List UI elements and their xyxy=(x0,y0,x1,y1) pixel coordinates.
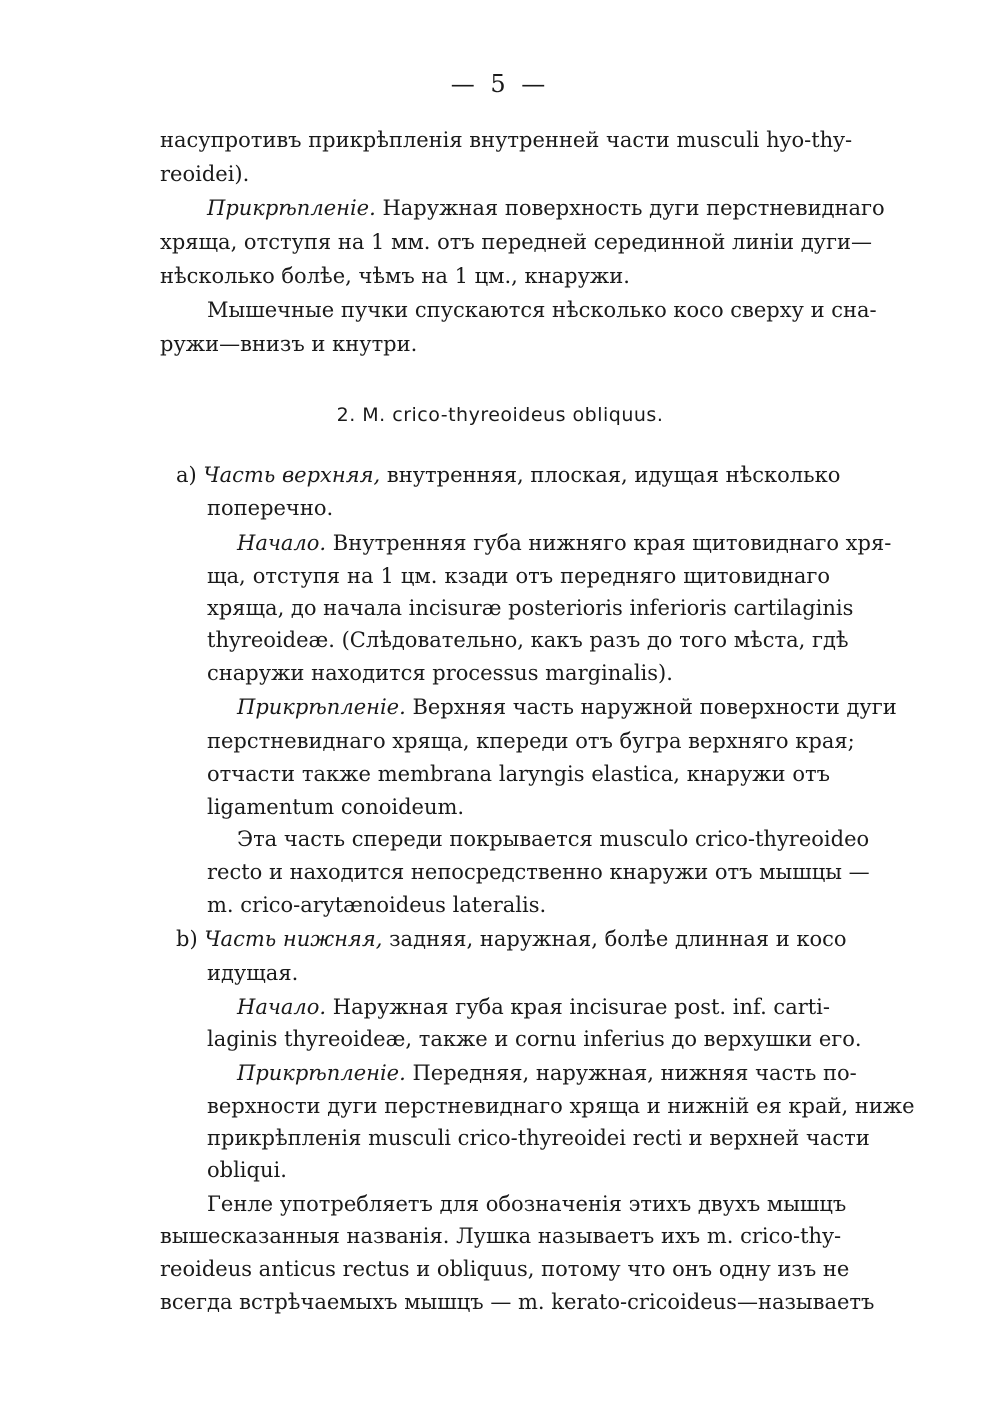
text-line: m. crico-arytænoideus lateralis. xyxy=(207,893,547,917)
text-line: насупротивъ прикрѣпленія внутренней части musculi hyo-thy- xyxy=(160,128,853,152)
text-line: Начало. Внутренняя губа нижняго края щитовиднаго хря- xyxy=(237,531,892,555)
text-line: верхности дуги перстневиднаго хряща и нижній ея край, ниже xyxy=(207,1094,915,1118)
section-heading: 2. M. crico-thyreoideus obliquus. xyxy=(336,404,664,426)
text-line: нѣсколько болѣе, чѣмъ на 1 цм., кнаружи. xyxy=(160,264,630,288)
text-line: ружи—внизъ и кнутри. xyxy=(160,332,418,356)
text-line: Начало. Наружная губа края incisurae post. inf. carti- xyxy=(237,995,830,1019)
text-line: laginis thyreoideæ, также и cornu inferius до верхушки его. xyxy=(207,1027,862,1051)
page-number: — 5 — xyxy=(450,70,550,98)
part-b-label: Часть нижняя, xyxy=(204,927,383,951)
text-line: b) Часть нижняя, задняя, наружная, болѣе длинная и косо xyxy=(176,927,847,951)
text-line: вышесказанныя названія. Лушка называетъ ихъ m. crico-thy- xyxy=(160,1224,842,1248)
text-line: всегда встрѣчаемыхъ мышцъ — m. kerato-cricoideus—называетъ xyxy=(160,1290,875,1314)
text-line: перстневиднаго хряща, кпереди отъ бугра верхняго края; xyxy=(207,729,855,753)
insertion-label: Прикрѣпленіе. xyxy=(237,695,406,719)
text-line: a) Часть верхняя, внутренняя, плоская, идущая нѣсколько xyxy=(176,463,841,487)
text-line: Эта часть спереди покрывается musculo crico-thyreoideo xyxy=(237,827,870,851)
insertion-label: Прикрѣпленіе. xyxy=(237,1061,406,1085)
text-line: reoidei). xyxy=(160,162,250,186)
text-line: Генле употребляетъ для обозначенія этихъ двухъ мышцъ xyxy=(207,1192,847,1216)
text-line: Прикрѣпленіе. Верхняя часть наружной поверхности дуги xyxy=(237,695,897,719)
text-line: хряща, до начала incisuræ posterioris inferioris cartilaginis xyxy=(207,596,854,620)
text-line: thyreoideæ. (Слѣдовательно, какъ разъ до того мѣста, гдѣ xyxy=(207,628,849,652)
text-line: идущая. xyxy=(207,961,299,985)
text-line: obliqui. xyxy=(207,1158,287,1182)
text-line: снаружи находится processus marginalis). xyxy=(207,661,673,685)
origin-label: Начало. xyxy=(237,531,327,555)
text-line: recto и находится непосредственно кнаружи отъ мышцы — xyxy=(207,860,870,884)
text-line: Прикрѣпленіе. Наружная поверхность дуги перстневиднаго xyxy=(207,196,885,220)
text-line: поперечно. xyxy=(207,496,334,520)
list-marker-a: a) xyxy=(176,463,197,487)
text-line: ligamentum conoideum. xyxy=(207,795,465,819)
text-line: reoideus anticus rectus и obliquus, потому что онъ одну изъ не xyxy=(160,1257,850,1281)
text-line: ща, отступя на 1 цм. кзади отъ передняго щитовиднаго xyxy=(207,564,830,588)
origin-label: Начало. xyxy=(237,995,327,1019)
text-line: Мышечные пучки спускаются нѣсколько косо сверху и сна- xyxy=(207,298,877,322)
insertion-label: Прикрѣпленіе. xyxy=(207,196,376,220)
list-marker-b: b) xyxy=(176,927,198,951)
text-line: прикрѣпленія musculi crico-thyreoidei recti и верхней части xyxy=(207,1126,870,1150)
text-line: хряща, отступя на 1 мм. отъ передней серединной линіи дуги— xyxy=(160,230,873,254)
text-line: отчасти также membrana laryngis elastica, кнаружи отъ xyxy=(207,762,830,786)
part-a-label: Часть верхняя, xyxy=(203,463,381,487)
text-line: Прикрѣпленіе. Передняя, наружная, нижняя часть по- xyxy=(237,1061,857,1085)
